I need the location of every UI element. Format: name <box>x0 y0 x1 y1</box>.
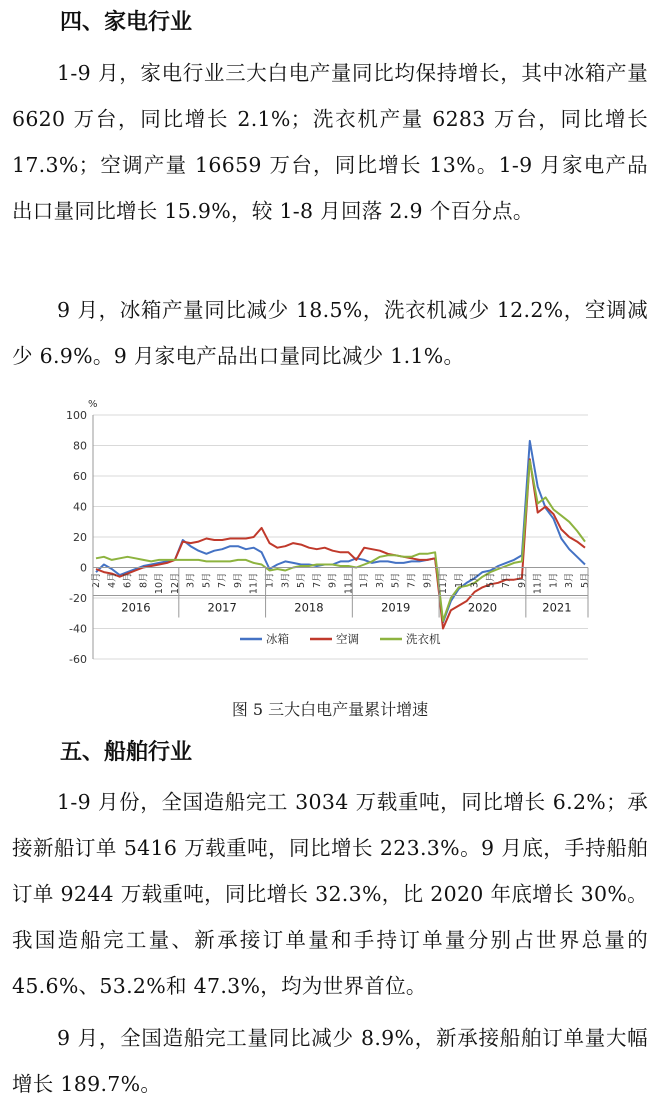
x-month-tick-label: 1月 <box>264 572 276 589</box>
y-tick-label: 40 <box>73 500 87 514</box>
y-tick-label: -40 <box>69 622 87 636</box>
y-tick-label: 20 <box>73 531 87 544</box>
x-month-tick-label: 8月 <box>138 572 150 589</box>
series-line-洗衣机 <box>96 461 585 621</box>
x-month-tick-label: 11月 <box>532 572 544 595</box>
x-month-tick-label: 5月 <box>201 572 213 589</box>
paragraph-shipbuilding-ytd: 1-9 月份，全国造船完工 3034 万载重吨，同比增长 6.2%；承接新船订单 5416 万载重吨，同比增长 223.3%。9 月底，手持船舶订单 9244 万载重吨，同比增长 32.3%，比 2020 年底增长 30%。我国造船完工量、新承接订单量和手持订单量分别占世界总量的 45.6%、53.2%和 47.3%，均为世界首位。 <box>12 790 648 998</box>
x-month-tick-label: 9月 <box>327 572 339 589</box>
y-axis-grid <box>66 399 588 666</box>
x-month-tick-label: 12月 <box>169 572 181 595</box>
x-month-tick-label: 11月 <box>438 572 450 595</box>
section-heading-appliances: 四、家电行业 <box>60 10 193 35</box>
appliance-output-growth-chart <box>55 395 600 675</box>
x-month-tick-label: 5月 <box>580 572 591 589</box>
x-year-label: 2016 <box>121 600 151 615</box>
x-month-tick-label: 3月 <box>564 572 576 589</box>
x-axis <box>91 568 591 618</box>
section-heading-shipbuilding: 五、船舶行业 <box>60 740 193 765</box>
x-month-tick-label: 4月 <box>106 572 118 589</box>
x-month-tick-label: 3月 <box>469 572 481 589</box>
legend-label: 洗衣机 <box>406 632 441 646</box>
figure-caption: 图 5 三大白电产量累计增速 <box>231 700 429 719</box>
paragraph-shipbuilding-september: 9 月，全国造船完工量同比减少 8.9%，新承接船舶订单量大幅增长 189.7%。 <box>12 1026 648 1096</box>
x-month-tick-label: 1月 <box>453 572 465 589</box>
x-month-tick-label: 11月 <box>343 572 355 595</box>
y-unit-label: % <box>88 399 98 410</box>
x-month-tick-label: 5月 <box>296 572 308 589</box>
x-year-label: 2021 <box>542 600 572 615</box>
x-month-tick-label: 1月 <box>359 572 371 589</box>
x-month-tick-label: 7月 <box>501 572 513 589</box>
series-lines <box>96 441 585 629</box>
x-month-tick-label: 5月 <box>485 572 497 589</box>
y-tick-label: -60 <box>69 653 87 666</box>
x-month-tick-label: 3月 <box>374 572 386 589</box>
x-year-label: 2019 <box>381 600 411 615</box>
legend-label: 冰箱 <box>266 632 289 646</box>
x-month-tick-label: 1月 <box>548 572 560 589</box>
x-month-tick-label: 9月 <box>422 572 434 589</box>
legend-label: 空调 <box>336 632 359 646</box>
x-month-tick-label: 5月 <box>390 572 402 589</box>
x-month-tick-label: 7月 <box>406 572 418 589</box>
y-tick-label: 100 <box>66 409 87 422</box>
y-tick-label: 60 <box>73 470 87 483</box>
paragraph-appliances-september: 9 月，冰箱产量同比减少 18.5%，洗衣机减少 12.2%，空调减少 6.9%。9 月家电产品出口量同比减少 1.1%。 <box>12 298 648 368</box>
y-tick-label: 0 <box>80 561 87 575</box>
x-year-label: 2020 <box>467 600 498 615</box>
x-month-tick-label: 10月 <box>154 572 166 595</box>
legend <box>240 632 441 646</box>
x-month-tick-label: 9月 <box>232 572 244 589</box>
x-month-tick-label: 3月 <box>280 572 292 589</box>
x-year-label: 2018 <box>294 600 324 615</box>
x-month-tick-label: 7月 <box>311 572 323 589</box>
y-tick-label: -20 <box>69 592 87 605</box>
x-month-tick-label: 2月 <box>91 572 102 589</box>
x-year-label: 2017 <box>207 600 237 615</box>
y-tick-label: 80 <box>73 439 87 453</box>
series-line-空调 <box>96 459 585 628</box>
x-month-tick-label: 3月 <box>185 572 197 589</box>
x-month-tick-label: 7月 <box>217 572 229 589</box>
x-month-tick-label: 6月 <box>122 572 134 589</box>
paragraph-appliances-ytd: 1-9 月，家电行业三大白电产量同比均保持增长，其中冰箱产量 6620 万台，同比增长 2.1%；洗衣机产量 6283 万台，同比增长 17.3%；空调产量 16659 万台，同比增长 13%。1-9 月家电产品出口量同比增长 15.9%，较 1-8 月回落 2.9 个百分点。 <box>12 61 648 223</box>
x-month-tick-label: 9月 <box>516 572 528 589</box>
x-month-tick-label: 11月 <box>248 572 260 595</box>
